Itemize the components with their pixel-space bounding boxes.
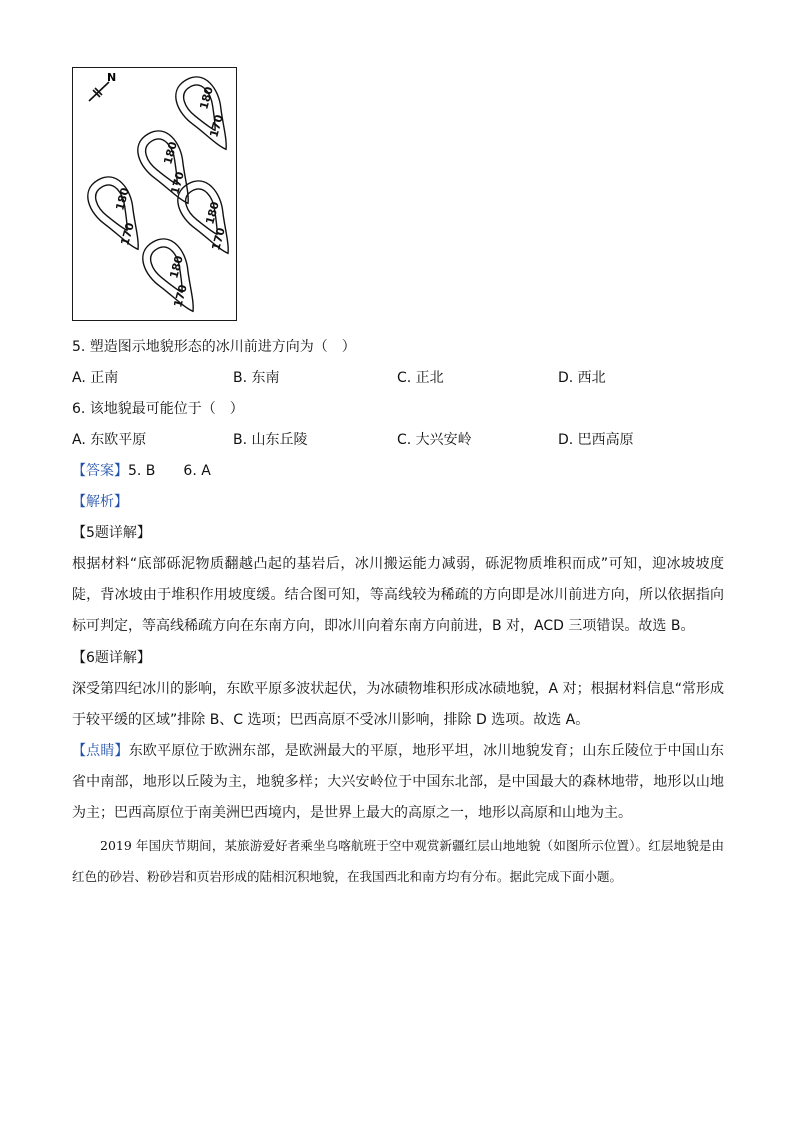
contour-label-170: 170	[171, 283, 190, 309]
tip-text: 东欧平原位于欧洲东部，是欧洲最大的平原，地形平坦，冰川地貌发育；山东丘陵位于中国山东省中南部，地形以丘陵为主，地貌多样；大兴安岭位于中国东北部，是中国最大的森林地带，地形以山地为主；巴西高原位于南美洲巴西境内，是世界上最大的高原之一，地形以高原和山地为主。	[72, 743, 725, 821]
contour-label-180: 180	[197, 85, 216, 111]
detail6-text: 深受第四纪冰川的影响，东欧平原多波状起伏，为冰碛物堆积形成冰碛地貌，A 对；根据材料信息“常形成于较平缓的区域”排除 B、C 选项；巴西高原不受冰川影响，排除 D 选项。故选 A。	[72, 681, 724, 728]
contour-label-180: 180	[113, 186, 132, 212]
north-arrow-icon	[89, 71, 116, 101]
question-5-stem: 5. 塑造图示地貌形态的冰川前进方向为（ ）	[72, 339, 356, 355]
drumlin-contour	[130, 124, 205, 214]
contour-label-170: 170	[118, 221, 137, 247]
q6-option-c[interactable]: C. 大兴安岭	[397, 432, 472, 448]
answer-line	[72, 461, 211, 481]
contour-label-170: 170	[209, 226, 228, 252]
q6-option-b[interactable]: B. 山东丘陵	[233, 432, 308, 448]
contour-label-180: 180	[167, 254, 186, 280]
tip-label: 【点睛】	[72, 743, 129, 759]
q5-option-c[interactable]: C. 正北	[397, 370, 444, 386]
contour-label-170: 170	[207, 113, 226, 139]
contour-label-180: 180	[161, 140, 180, 166]
answer-label: 【答案】	[72, 463, 128, 479]
drumlin-contour	[80, 170, 155, 260]
contour-label-170: 170	[168, 170, 187, 196]
detail5-label: 【5题详解】	[72, 525, 151, 541]
answer-text: 5. B 6. A	[128, 463, 211, 479]
north-label: N	[107, 71, 117, 84]
q6-option-a[interactable]: A. 东欧平原	[72, 432, 147, 448]
contour-map-svg	[73, 68, 235, 319]
detail5-text: 根据材料“底部砾泥物质翻越凸起的基岩后，冰川搬运能力减弱，砾泥物质堆积而成”可知，迎冰坡坡度陡，背冰坡由于堆积作用坡度缓。结合图可知，等高线较为稀疏的方向即是冰川前进方向，所以依据指向标可判定，等高线稀疏方向在东南方向，即冰川向着东南方向前进，B 对，ACD 三项错误。故选 B。	[72, 556, 724, 634]
q5-option-d[interactable]: D. 西北	[558, 370, 606, 386]
q5-option-a[interactable]: A. 正南	[72, 370, 119, 386]
detail6-label: 【6题详解】	[72, 650, 151, 666]
material-text: 2019 年国庆节期间，某旅游爱好者乘坐乌喀航班于空中观赏新疆红层山地地貌（如图所示位置）。红层地貌是由红色的砂岩、粉砂岩和页岩形成的陆相沉积地貌，在我国西北和南方均有分布。据此完成下面小题。	[72, 838, 724, 884]
contour-label-180: 180	[203, 200, 222, 226]
analysis-label: 【解析】	[72, 494, 128, 510]
contour-map-figure	[72, 67, 237, 321]
tip-block	[72, 736, 724, 829]
q5-option-b[interactable]: B. 东南	[233, 370, 280, 386]
q6-option-d[interactable]: D. 巴西高原	[558, 432, 634, 448]
question-6-stem: 6. 该地貌最可能位于（ ）	[72, 401, 244, 417]
